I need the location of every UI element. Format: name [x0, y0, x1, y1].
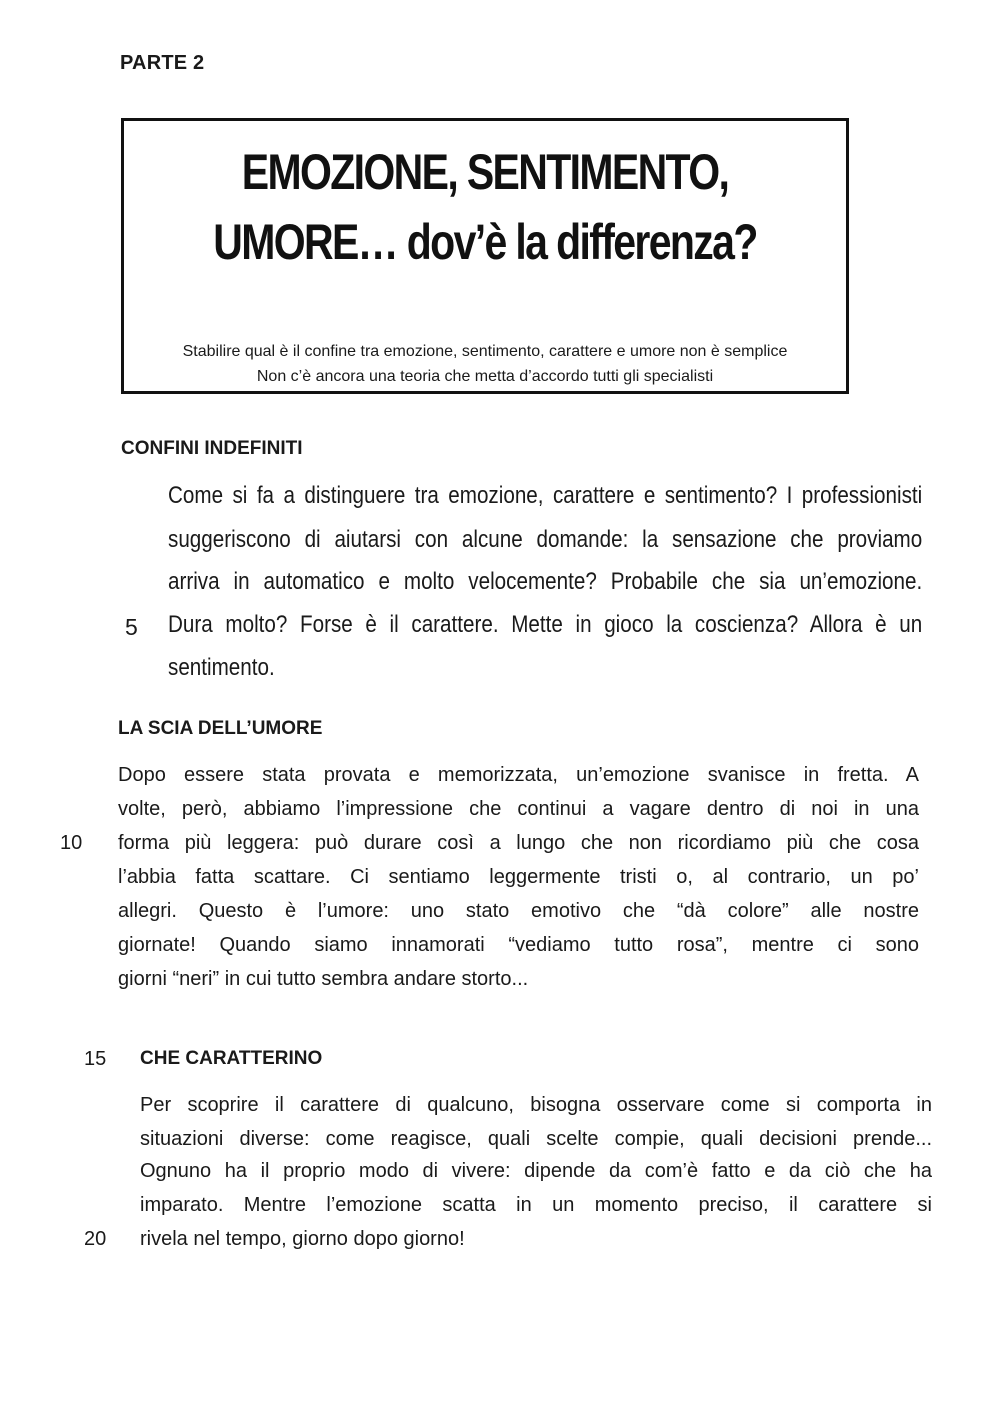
paragraph-line: Dura molto? Forse è il carattere. Mette in gioco la coscienza? Allora è un [168, 611, 923, 638]
part-label: PARTE 2 [120, 52, 205, 74]
section-heading-caratterino: CHE CARATTERINO [140, 1048, 323, 1069]
paragraph-line: allegri. Questo è l’umore: uno stato emotivo che “dà colore” alle nostre [118, 900, 919, 922]
line-number: 20 [84, 1228, 107, 1250]
line-number: 15 [84, 1048, 107, 1070]
paragraph-line: Ognuno ha il proprio modo di vivere: dipende da com’è fatto e da ciò che ha [140, 1160, 932, 1182]
paragraph-line: Per scoprire il carattere di qualcuno, bisogna osservare come si comporta in [140, 1094, 932, 1116]
section-heading-confini: CONFINI INDEFINITI [121, 438, 303, 459]
paragraph-line: giorni “neri” in cui tutto sembra andare storto... [118, 968, 529, 990]
title-box [121, 118, 849, 394]
paragraph-line: rivela nel tempo, giorno dopo giorno! [140, 1228, 465, 1250]
paragraph-line: suggeriscono di aiutarsi con alcune domande: la sensazione che proviamo [168, 526, 923, 553]
title-line-1: EMOZIONE, SENTIMENTO, [241, 144, 729, 200]
paragraph-line: l’abbia fatta scattare. Ci sentiamo leggermente tristi o, al contrario, un po’ [118, 866, 919, 888]
subtitle-line-2: Non c’è ancora una teoria che metta d’accordo tutti gli specialisti [256, 368, 714, 385]
paragraph-line: sentimento. [168, 654, 275, 681]
line-number: 5 [125, 614, 138, 640]
paragraph-line: situazioni diverse: come reagisce, quali scelte compie, quali decisioni prende... [140, 1128, 932, 1150]
title-line-2: UMORE… dov’è la differenza? [213, 214, 757, 270]
subtitle-line-1: Stabilire qual è il confine tra emozione, sentimento, carattere e umore non è semplice [182, 343, 788, 360]
paragraph-line: Come si fa a distinguere tra emozione, carattere e sentimento? I professionisti [168, 482, 923, 509]
paragraph-line: arriva in automatico e molto velocemente? Probabile che sia un’emozione. [168, 568, 923, 595]
paragraph-line: forma più leggera: può durare così a lungo che non ricordiamo più che cosa [118, 832, 919, 854]
paragraph-line: imparato. Mentre l’emozione scatta in un momento preciso, il carattere si [140, 1194, 932, 1216]
paragraph-line: giornate! Quando siamo innamorati “vediamo tutto rosa”, mentre ci sono [118, 934, 919, 956]
line-number: 10 [60, 832, 83, 854]
paragraph-line: Dopo essere stata provata e memorizzata, un’emozione svanisce in fretta. A [118, 764, 919, 786]
section-heading-umore: LA SCIA DELL’UMORE [118, 718, 323, 739]
paragraph-line: volte, però, abbiamo l’impressione che continui a vagare dentro di noi in una [118, 798, 919, 820]
